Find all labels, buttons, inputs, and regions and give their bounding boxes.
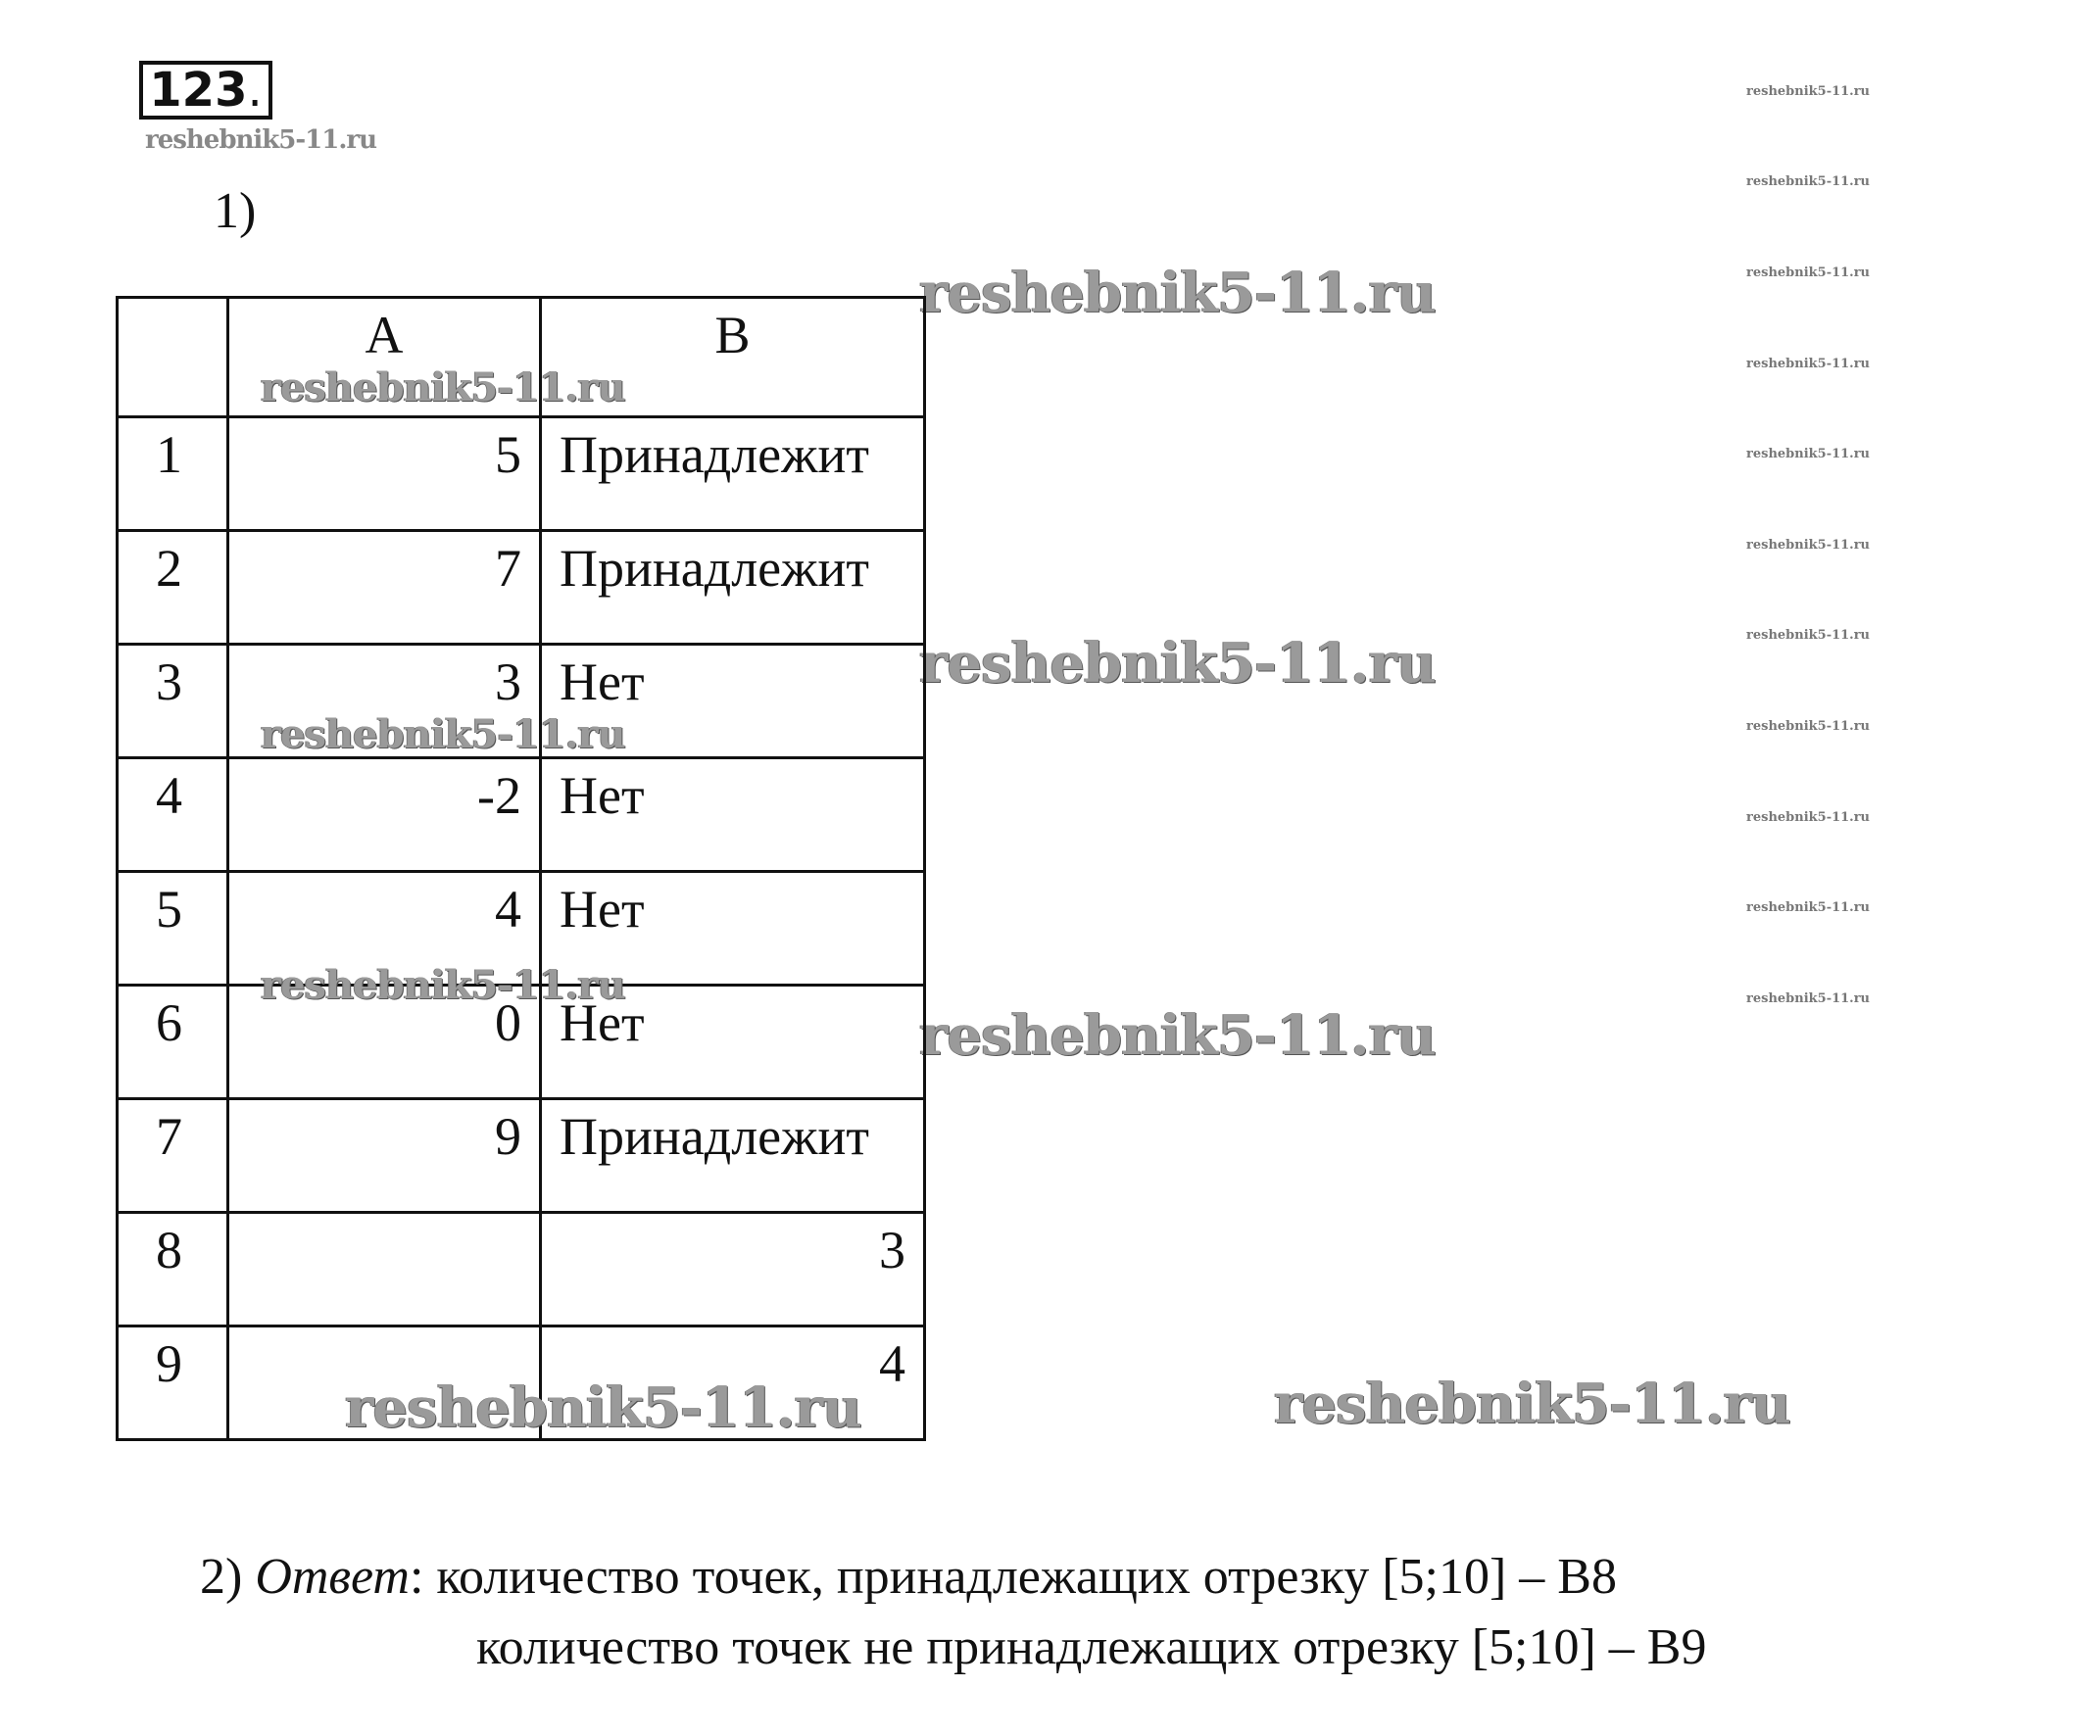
cell-b: 3: [541, 1213, 925, 1326]
problem-number-suffix: .: [247, 63, 263, 118]
answer-word: Ответ: [255, 1549, 410, 1605]
cell-b: Принадлежит: [541, 1099, 925, 1213]
row-number: 3: [118, 645, 228, 758]
watermark: reshebnik5-11.ru: [261, 364, 625, 410]
answer-line-1: [200, 1548, 1617, 1606]
table-row: [118, 531, 925, 645]
table-row: [118, 758, 925, 872]
spreadsheet-table: [116, 296, 926, 1441]
watermark: reshebnik5-11.ru: [1746, 810, 1871, 825]
cell-a: 3: [228, 645, 541, 758]
watermark: reshebnik5-11.ru: [345, 1375, 861, 1440]
cell-a: 4: [228, 872, 541, 986]
cell-a: -2: [228, 758, 541, 872]
cell-b: Нет: [541, 986, 925, 1099]
watermark: reshebnik5-11.ru: [1746, 628, 1871, 643]
column-header-b: B: [541, 298, 925, 417]
cell-b: Принадлежит: [541, 417, 925, 531]
part1-label: 1): [214, 183, 257, 239]
row-number: 5: [118, 872, 228, 986]
cell-b: Нет: [541, 758, 925, 872]
watermark: reshebnik5-11.ru: [1746, 538, 1871, 553]
watermark: reshebnik5-11.ru: [1746, 719, 1871, 734]
cell-a: [228, 1213, 541, 1326]
cell-b: Принадлежит: [541, 531, 925, 645]
watermark: reshebnik5-11.ru: [1746, 991, 1871, 1006]
row-number: 9: [118, 1326, 228, 1440]
column-header-a: A: [228, 298, 541, 417]
watermark: reshebnik5-11.ru: [919, 261, 1436, 325]
watermark: reshebnik5-11.ru: [1274, 1372, 1790, 1436]
watermark: reshebnik5-11.ru: [919, 631, 1436, 696]
problem-number: [139, 61, 272, 120]
cell-b: 4: [541, 1326, 925, 1440]
watermark: reshebnik5-11.ru: [1746, 84, 1871, 99]
row-number: 1: [118, 417, 228, 531]
table-row: [118, 1099, 925, 1213]
row-number: 4: [118, 758, 228, 872]
watermark: reshebnik5-11.ru: [1746, 447, 1871, 461]
cell-a: 9: [228, 1099, 541, 1213]
row-number: 6: [118, 986, 228, 1099]
corner-cell: [118, 298, 228, 417]
answer-line-2: количество точек не принадлежащих отрезку [5;10] – B9: [476, 1619, 1707, 1675]
row-number: 8: [118, 1213, 228, 1326]
part2-label: 2): [200, 1549, 243, 1605]
cell-b: Нет: [541, 645, 925, 758]
table-row: [118, 1213, 925, 1326]
watermark: reshebnik5-11.ru: [1746, 900, 1871, 915]
watermark: reshebnik5-11.ru: [261, 711, 625, 757]
row-number: 2: [118, 531, 228, 645]
cell-b: Нет: [541, 872, 925, 986]
watermark: reshebnik5-11.ru: [145, 125, 377, 155]
cell-a: 0: [228, 986, 541, 1099]
cell-a: 7: [228, 531, 541, 645]
watermark: reshebnik5-11.ru: [1746, 357, 1871, 371]
table-row: [118, 417, 925, 531]
cell-a: 5: [228, 417, 541, 531]
watermark: reshebnik5-11.ru: [1746, 265, 1871, 280]
answer-text-1: : количество точек, принадлежащих отрезку [5;10] – B8: [409, 1549, 1617, 1605]
watermark: reshebnik5-11.ru: [1746, 174, 1871, 189]
problem-number-value: 123: [149, 63, 248, 118]
row-number: 7: [118, 1099, 228, 1213]
watermark: reshebnik5-11.ru: [919, 1003, 1436, 1068]
watermark: reshebnik5-11.ru: [261, 962, 625, 1008]
